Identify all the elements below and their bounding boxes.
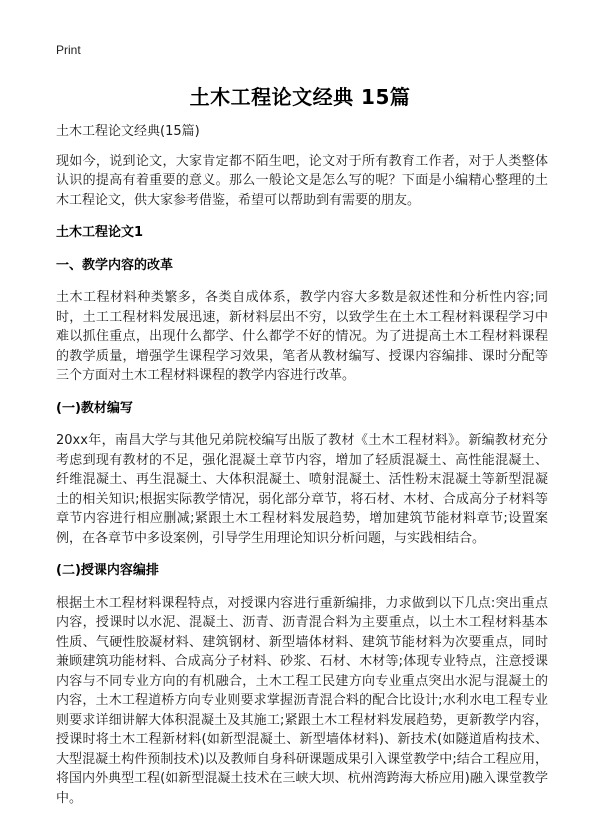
document-body	[56, 122, 548, 821]
subsection-heading-textbook: (一)教材编写	[56, 400, 133, 416]
document-title: 土木工程论文经典 15篇	[189, 85, 411, 109]
section-heading-teaching-content: 一、教学内容的改革	[56, 257, 174, 273]
article-heading: 土木工程论文1	[56, 225, 144, 240]
print-label: Print	[56, 43, 81, 57]
teaching-content-paragraph: 土木工程材料种类繁多，各类自成体系，教学内容大多数是叙述性和分析性内容;同时，土工工程材料发展迅速，新材料层出不穷，以致学生在土木工程材料课程学习中难以抓住重点，出现什么都学、什么都学不好的情况。为了进提高土木工程材料课程的教学质量，增强学生课程学习效果，笔者从教材编写、授课内容编排、课时分配等三个方面对土木工程材料课程的教学内容进行改革。	[56, 290, 548, 383]
lecture-arrangement-paragraph: 根据土木工程材料课程特点，对授课内容进行重新编排，力求做到以下几点:突出重点内容，授课时以水泥、混凝土、沥青、沥青混合料为主要重点，以土木工程材料基本性质、气硬性胶凝材料、建筑钢材、新型墙体材料、建筑节能材料为次要重点，同时兼顾建筑功能材料、合成高分子材料、砂浆、石材、木材等;体现专业特点，注意授课内容与不同专业方向的有机融合，土木工程工民建方向专业重点突出水泥与混凝土的内容，土木工程道桥方向专业则要求掌握沥青混合料的配合比设计;水利水电工程专业则要求详细讲解大体积混凝土及其施工;紧跟土木工程材料发展趋势，更新教学内容，授课时将土木工程新材料(如新型混凝土、新型墙体材料)、新技术(如隧道盾构技术、大型混凝土构件预制技术)以及教师自身科研课题成果引入课堂教学中;结合工程应用，将国内外典型工程(如新型混凝土技术在三峡大坝、杭州湾跨海大桥应用)融入课堂教学中。	[56, 595, 548, 806]
textbook-paragraph: 20xx年，南昌大学与其他兄弟院校编写出版了教材《土木工程材料》。新编教材充分考虑到现有教材的不足，强化混凝土章节内容，增加了轻质混凝土、高性能混凝土、纤维混凝土、再生混凝土、大体积混凝土、喷射混凝土、活性粉末混凝土等新型混凝土的相关知识;根据实际教学情况，弱化部分章节，将石材、木材、合成高分子材料等章节内容进行相应删减;紧跟土木工程材料发展趋势，增加建筑节能材料章节;设置案例，在各章节中多设案例，引导学生用理论知识分析问题，与实践相结合。	[56, 433, 548, 546]
document-subtitle: 土木工程论文经典(15篇)	[56, 124, 200, 139]
intro-paragraph: 现如今，说到论文，大家肯定都不陌生吧，论文对于所有教育工作者，对于人类整体认识的提高有着重要的意义。那么一般论文是怎么写的呢？下面是小编精心整理的土木工程论文，供大家参考借鉴，希望可以帮助到有需要的朋友。	[56, 153, 548, 208]
subsection-heading-lecture-arrangement: (二)授课内容编排	[56, 563, 159, 578]
